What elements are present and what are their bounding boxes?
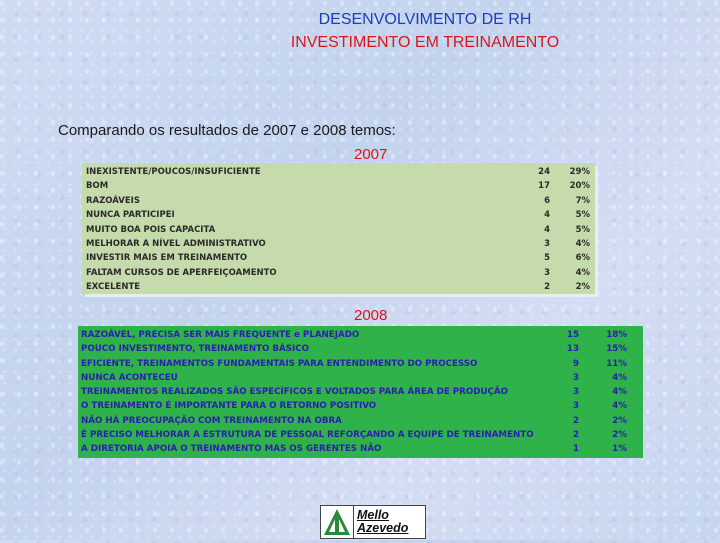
table-row [78, 428, 643, 442]
table-cell-count: 24 [538, 167, 550, 177]
page-title: DESENVOLVIMENTO DE RH [318, 11, 532, 28]
table-cell-label: EXCELENTE [86, 282, 141, 293]
table-cell-label: MUITO BOA POIS CAPACITA [86, 224, 216, 235]
table-2007 [82, 163, 595, 294]
table-cell-label: O TREINAMENTO É IMPORTANTE PARA O RETORNO POSITIVO [81, 401, 377, 412]
table-row [78, 328, 643, 342]
table-cell-count: 3 [572, 387, 579, 398]
table-cell-label: RAZOÁVEIS [86, 195, 140, 206]
table-cell-percent: 6% [575, 253, 590, 264]
table-cell-label: MELHORAR A NÍVEL ADMINISTRATIVO [86, 239, 266, 250]
mello-azevedo-logo [320, 505, 426, 539]
table-cell-percent: 2% [575, 282, 590, 293]
table-cell-percent: 4% [575, 239, 590, 250]
table-cell-percent: 4% [612, 401, 627, 412]
table-cell-percent: 1% [612, 444, 627, 455]
table-cell-count: 3 [544, 267, 550, 278]
table-row [82, 251, 595, 265]
table-row [82, 165, 595, 179]
table-cell-count: 2 [572, 415, 579, 426]
table-cell-percent: 7% [575, 195, 590, 206]
table-cell-percent: 20% [569, 181, 590, 192]
table-cell-percent: 5% [575, 224, 590, 235]
table-row [82, 194, 595, 208]
table-row [82, 280, 595, 294]
table-cell-label: A DIRETORIA APOIA O TREINAMENTO MAS OS GERENTES NÃO [81, 444, 382, 455]
table-cell-label: INEXISTENTE/POUCOS/INSUFICIENTE [86, 167, 261, 177]
table-cell-count: 2 [572, 430, 579, 441]
table-cell-count: 1 [572, 444, 579, 455]
table-row [78, 371, 643, 385]
table-cell-label: POUCO INVESTIMENTO, TREINAMENTO BÁSICO [81, 344, 310, 355]
table-row [82, 179, 595, 193]
table-row [78, 399, 643, 413]
table-cell-label: RAZOÁVEL, PRECISA SER MAIS FREQUENTE e PLANEJADO [81, 330, 360, 340]
table-cell-count: 13 [566, 344, 579, 355]
table-cell-percent: 4% [575, 267, 590, 278]
table-cell-percent: 18% [606, 330, 627, 340]
table-cell-label: INVESTIR MAIS EM TREINAMENTO [86, 253, 248, 264]
table-2008 [78, 326, 643, 458]
table-cell-count: 17 [538, 181, 550, 192]
table-cell-count: 3 [544, 239, 550, 250]
table-row [82, 266, 595, 280]
intro-text: Comparando os resultados de 2007 e 2008 temos: [58, 122, 396, 139]
table-row [82, 223, 595, 237]
table-cell-count: 9 [572, 358, 579, 369]
logo-text-line2: Azevedo [357, 521, 409, 535]
table-cell-label: NUNCA PARTICIPEI [86, 210, 175, 221]
mello-azevedo-logo-icon [321, 506, 354, 538]
table-cell-count: 5 [544, 253, 550, 264]
table-cell-label: NÃO HÁ PREOCUPAÇÃO COM TREINAMENTO NA OBRA [81, 415, 342, 426]
table-cell-label: FALTAM CURSOS DE APERFEIÇOAMENTO [86, 267, 277, 278]
table-cell-percent: 4% [612, 372, 627, 383]
table-row [82, 208, 595, 222]
table-cell-percent: 4% [612, 387, 627, 398]
table-cell-count: 4 [544, 210, 550, 221]
table-cell-label: EFICIENTE, TREINAMENTOS FUNDAMENTAIS PARA ENTENDIMENTO DO PROCESSO [81, 358, 478, 369]
table-cell-label: NUNCA ACONTECEU [81, 372, 178, 383]
table-cell-percent: 15% [606, 344, 627, 355]
table-cell-percent: 2% [612, 415, 627, 426]
table-cell-label: É PRECISO MELHORAR A ESTRUTURA DE PESSOAL REFORÇANDO A EQUIPE DE TREINAMENTO [81, 430, 534, 441]
table-cell-percent: 5% [575, 210, 590, 221]
table-row [78, 385, 643, 399]
logo-text-line1: Mello [357, 508, 389, 522]
table-cell-label: BOM [86, 181, 109, 192]
table-cell-count: 4 [544, 224, 550, 235]
table-cell-count: 3 [572, 372, 579, 383]
table-row [78, 414, 643, 428]
table-row [78, 342, 643, 356]
table-cell-count: 6 [544, 195, 550, 206]
table-cell-label: TREINAMENTOS REALIZADOS SÃO ESPECÍFICOS E VOLTADOS PARA ÁREA DE PRODUÇÃO [81, 387, 508, 398]
table-row [78, 357, 643, 371]
table-cell-count: 2 [544, 282, 550, 293]
year-label-2007: 2007 [354, 146, 388, 163]
table-cell-percent: 29% [569, 167, 590, 177]
page-subtitle: INVESTIMENTO EM TREINAMENTO [290, 34, 560, 51]
year-label-2008: 2008 [354, 307, 388, 324]
table-row [82, 237, 595, 251]
table-cell-count: 15 [566, 330, 579, 340]
table-cell-percent: 2% [612, 430, 627, 441]
table-row [78, 442, 643, 456]
table-cell-percent: 11% [606, 358, 627, 369]
table-cell-count: 3 [572, 401, 579, 412]
